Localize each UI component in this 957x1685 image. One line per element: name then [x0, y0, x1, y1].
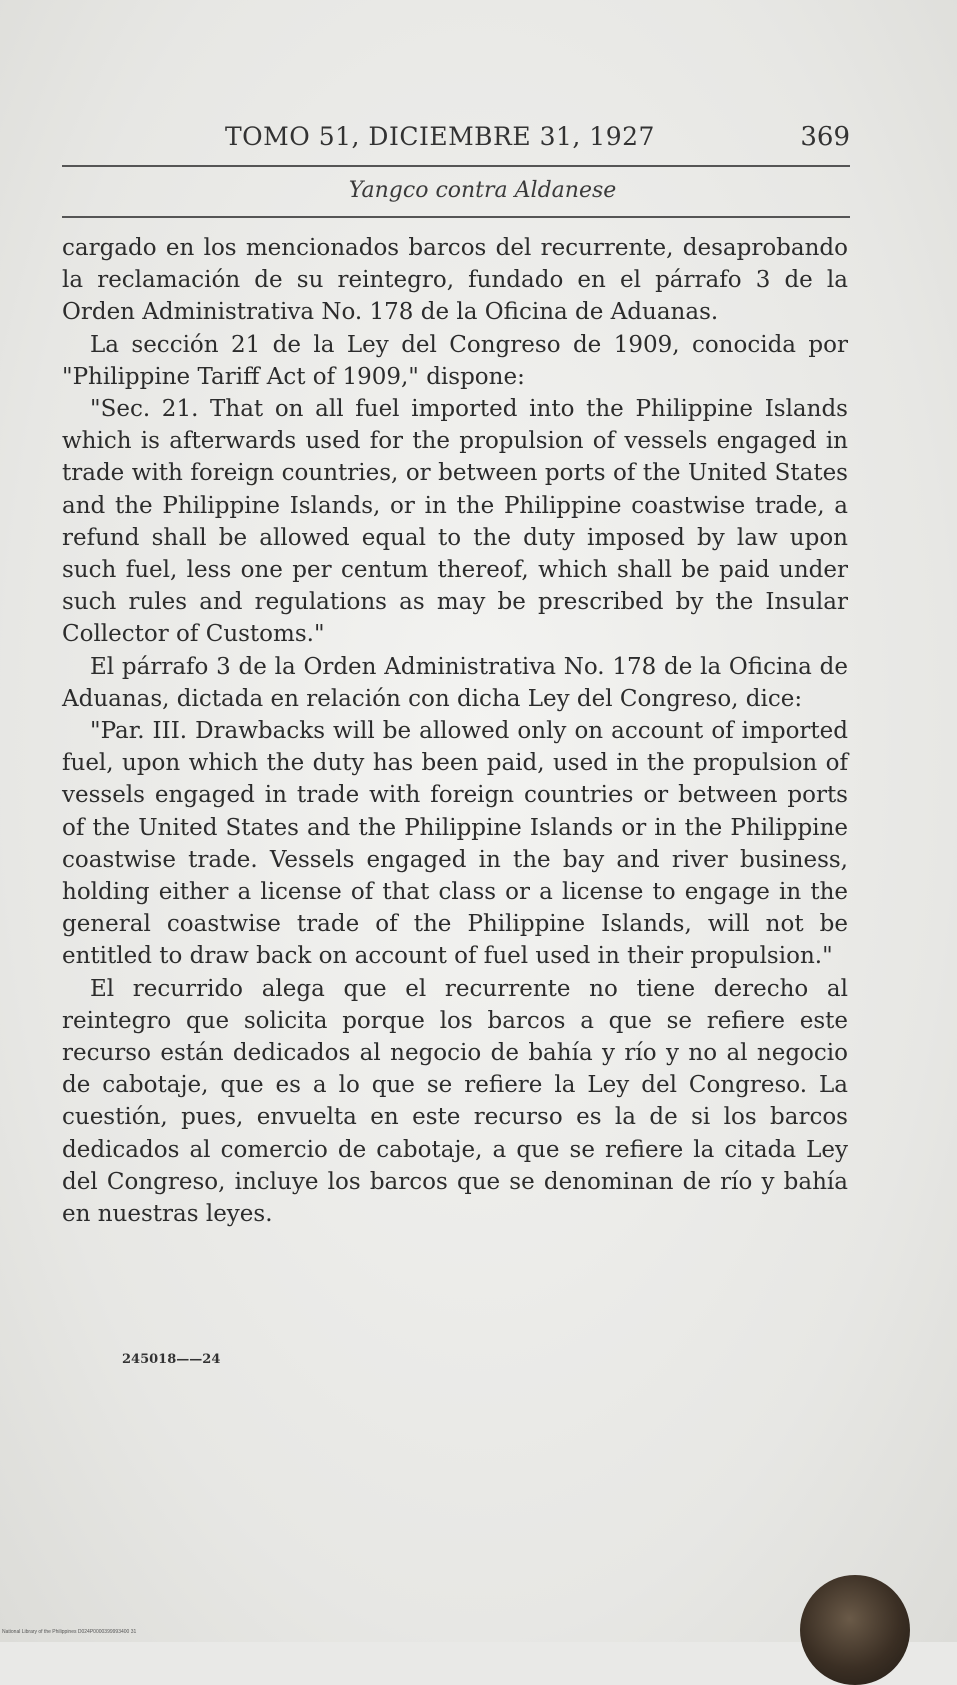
paragraph-3: El párrafo 3 de la Orden Administrativa No. 178 de la Oficina de Aduanas, dictada en relación con dicha Ley del Congreso, dice:: [62, 653, 848, 712]
header-rule-top: [62, 165, 850, 167]
body-text: [62, 232, 848, 1230]
volume-date-title: TOMO 51, DICIEMBRE 31, 1927: [225, 122, 655, 151]
running-head: Yangco contra Aldanese: [348, 178, 617, 203]
library-stamp: National Library of the Philippines D024P0000399993400 31: [2, 1629, 137, 1635]
header-rule-bottom: [62, 216, 850, 218]
page-number: 369: [800, 122, 850, 152]
page-header: [60, 118, 850, 158]
scanner-thumb-shadow: [800, 1575, 910, 1685]
quote-par-iii: "Par. III. Drawbacks will be allowed only on account of imported fuel, upon which the duty has been paid, used in the propulsion of vessels engaged in trade with foreign countries or between ports of the United States and the Philippine Islands or in the Philippine coastwise trade. Vessels engaged in the bay and river business, holding either a license of that class or a license to engage in the general coastwise trade of the Philippine Islands, will not be entitled to draw back on account of fuel used in their propulsion.": [62, 718, 848, 970]
print-code: 245018——24: [122, 1352, 221, 1367]
quote-section-21: "Sec. 21. That on all fuel imported into the Philippine Islands which is afterwards used for the propulsion of vessels engaged in trade with foreign countries, or between ports of the United States and the Philippine Islands, or in the Philippine coastwise trade, a refund shall be allowed equal to the duty imposed by law upon such fuel, less one per centum thereof, which shall be paid under such rules and regulations as may be prescribed by the Insular Collector of Customs.": [62, 396, 848, 648]
paragraph-2: La sección 21 de la Ley del Congreso de 1909, conocida por "Philippine Tariff Act of 1909," dispone:: [62, 331, 848, 390]
paragraph-1: cargado en los mencionados barcos del recurrente, desaprobando la reclamación de su reintegro, fundado en el párrafo 3 de la Orden Administrativa No. 178 de la Oficina de Aduanas.: [62, 235, 848, 326]
paragraph-4: El recurrido alega que el recurrente no tiene derecho al reintegro que solicita porque los barcos a que se refiere este recurso están dedicados al negocio de bahía y río y no al negocio de cabotaje, que es a lo que se refiere la Ley del Congreso. La cuestión, pues, envuelta en este recurso es la de si los barcos dedicados al comercio de cabotaje, a que se refiere la citada Ley del Congreso, incluye los barcos que se denominan de río y bahía en nuestras leyes.: [62, 975, 848, 1228]
